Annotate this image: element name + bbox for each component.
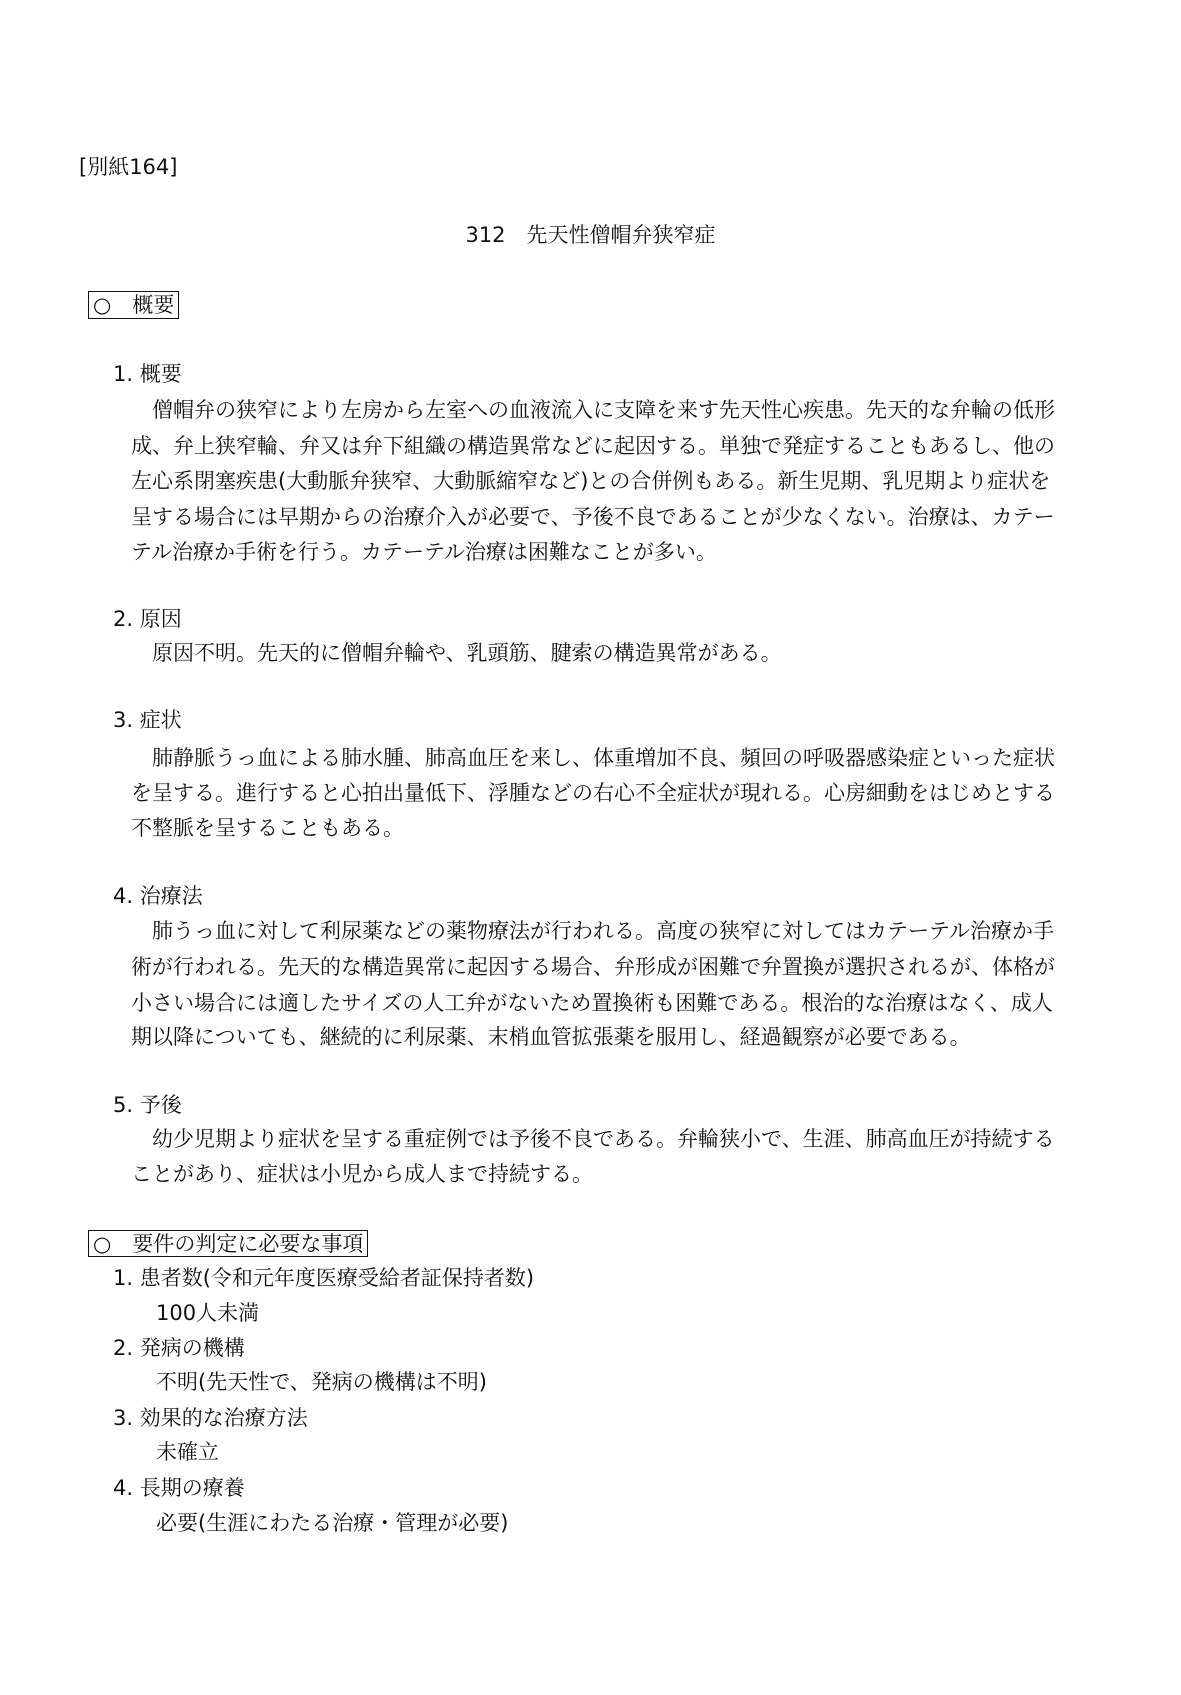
section-heading: 4. 治療法: [113, 884, 203, 908]
section-heading: 3. 症状: [113, 708, 182, 732]
requirement-value: 必要(生涯にわたる治療・管理が必要): [156, 1511, 509, 1535]
paragraph-line: 不整脈を呈することもある。: [131, 816, 404, 840]
requirements-heading: ○ 要件の判定に必要な事項: [88, 1230, 368, 1257]
requirement-value: 未確立: [156, 1440, 219, 1464]
requirement-value: 100人未満: [156, 1301, 260, 1325]
paragraph-line: 幼少児期より症状を呈する重症例では予後不良である。弁輪狭小で、生涯、肺高血圧が持続する: [152, 1127, 1055, 1151]
requirement-label: 4. 長期の療養: [113, 1476, 245, 1500]
paragraph-line: 原因不明。先天的に僧帽弁輪や、乳頭筋、腱索の構造異常がある。: [152, 641, 782, 665]
paragraph-line: 肺うっ血に対して利尿薬などの薬物療法が行われる。高度の狭窄に対してはカテーテル治療か手: [152, 919, 1054, 943]
section-heading: 5. 予後: [113, 1093, 182, 1117]
overview-heading: ○ 概要: [88, 291, 179, 319]
attachment-label: [別紙164]: [79, 155, 178, 179]
requirement-value: 不明(先天性で、発病の機構は不明): [156, 1370, 487, 1394]
paragraph-line: ことがあり、症状は小児から成人まで持続する。: [131, 1162, 593, 1186]
page-title: 312 先天性僧帽弁狭窄症: [465, 223, 716, 247]
paragraph-line: 左心系閉塞疾患(大動脈弁狭窄、大動脈縮窄など)との合併例もある。新生児期、乳児期より症状を: [131, 469, 1051, 493]
paragraph-line: 術が行われる。先天的な構造異常に起因する場合、弁形成が困難で弁置換が選択されるが、体格が: [131, 955, 1055, 979]
paragraph-line: を呈する。進行すると心拍出量低下、浮腫などの右心不全症状が現れる。心房細動をはじめとする: [131, 781, 1055, 805]
paragraph-line: 成、弁上狭窄輪、弁又は弁下組織の構造異常などに起因する。単独で発症することもあるし、他の: [131, 434, 1055, 458]
paragraph-line: 肺静脈うっ血による肺水腫、肺高血圧を来し、体重増加不良、頻回の呼吸器感染症といった症状: [152, 746, 1055, 770]
paragraph-line: 僧帽弁の狭窄により左房から左室への血液流入に支障を来す先天性心疾患。先天的な弁輪の低形: [152, 398, 1055, 422]
section-heading: 1. 概要: [113, 362, 182, 386]
section-heading: 2. 原因: [113, 607, 182, 631]
requirement-label: 3. 効果的な治療方法: [113, 1406, 308, 1430]
paragraph-line: 呈する場合には早期からの治療介入が必要で、予後不良であることが少なくない。治療は、カテー: [131, 505, 1055, 529]
paragraph-line: 期以降についても、継続的に利尿薬、末梢血管拡張薬を服用し、経過観察が必要である。: [131, 1025, 971, 1049]
requirement-label: 1. 患者数(令和元年度医療受給者証保持者数): [113, 1266, 535, 1290]
paragraph-line: 小さい場合には適したサイズの人工弁がないため置換術も困難である。根治的な治療はなく、成人: [131, 991, 1053, 1015]
paragraph-line: テル治療か手術を行う。カテーテル治療は困難なことが多い。: [131, 540, 717, 564]
requirement-label: 2. 発病の機構: [113, 1336, 245, 1360]
